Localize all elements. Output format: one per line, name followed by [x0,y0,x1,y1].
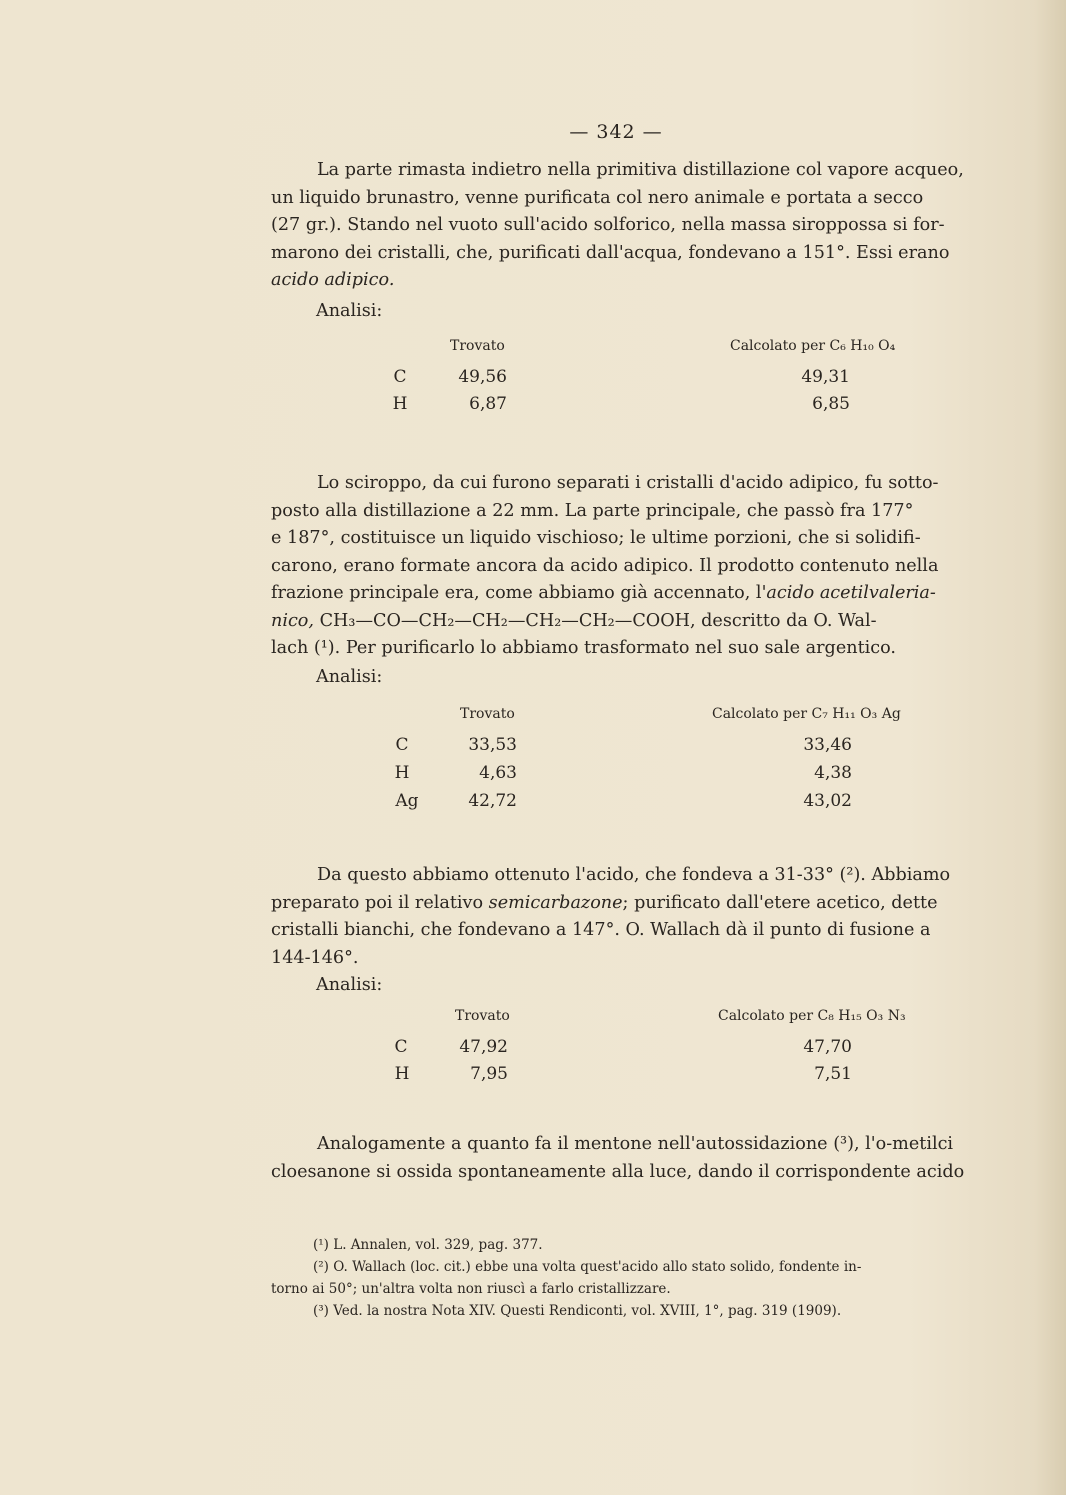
text-line: 144-146°. [271,947,359,968]
text-line: frazione principale era, come abbiamo già accennato, l'acido acetilvaleria- [271,583,936,603]
table-row: H 4,63 4,38 [394,763,852,783]
text-line: posto alla distillazione a 22 mm. La parte principale, che passò fra 177° [271,500,914,521]
text-line: La parte rimasta indietro nella primitiva distillazione col vapore acqueo, [317,160,964,180]
table-header-calc: Calcolato per C₈ H₁₅ O₃ N₃ [718,1008,906,1024]
table-header-calc: Calcolato per C₆ H₁₀ O₄ [730,338,896,354]
analisi-label-3: Analisi: [316,975,383,995]
text-line: cloesanone si ossida spontaneamente alla luce, dando il corrispondente acido [271,1161,965,1182]
text-line: e 187°, costituisce un liquido vischioso; le ultime porzioni, che si solidifi- [271,528,921,548]
footnote-1: (¹) L. Annalen, vol. 329, pag. 377. [313,1237,543,1253]
analisi-label-2: Analisi: [316,667,383,687]
footnotes [271,1234,977,1322]
text-line: (27 gr.). Stando nel vuoto sull'acido solforico, nella massa siroppossa si for- [271,215,945,235]
table-row: C 47,92 47,70 [394,1037,852,1057]
text-line: cristalli bianchi, che fondevano a 147°. O. Wallach dà il punto di fusione a [271,920,931,940]
text-line: Lo sciroppo, da cui furono separati i cristalli d'acido adipico, fu sotto- [317,473,939,493]
table-row: H 7,95 7,51 [394,1064,852,1084]
text-line: carono, erano formate ancora da acido adipico. Il prodotto contenuto nella [271,555,939,576]
paragraph-3 [271,862,975,972]
table-header-found: Trovato [460,706,515,722]
text-line: nico, CH₃—CO—CH₂—CH₂—CH₂—CH₂—COOH, descritto da O. Wal- [271,610,877,631]
footnote-2: (²) O. Wallach (loc. cit.) ebbe una volta quest'acido allo stato solido, fondente in- [313,1259,862,1275]
text-line: un liquido brunastro, venne purificata col nero animale e portata a secco [271,187,924,208]
table-row: Ag 42,72 43,02 [395,791,852,811]
text-line: lach (¹). Per purificarlo lo abbiamo trasformato nel suo sale argentico. [271,638,896,658]
table-header-calc: Calcolato per C₇ H₁₁ O₃ Ag [712,706,901,722]
table-row: H 6,87 6,85 [392,394,850,414]
analisi-label-1: Analisi: [316,301,383,321]
text-line: preparato poi il relativo semicarbazone; purificato dall'etere acetico, dette [271,892,938,913]
page-number: — 342 — [569,121,663,143]
paragraph-1 [271,157,975,295]
table-row: C 33,53 33,46 [395,735,852,755]
text-line: marono dei cristalli, che, purificati dall'acqua, fondevano a 151°. Essi erano [271,242,950,263]
text-line: Analogamente a quanto fa il mentone nell'autossidazione (³), l'o-metilci [317,1134,954,1154]
paragraph-2 [271,470,975,663]
text-line: Da questo abbiamo ottenuto l'acido, che fondeva a 31-33° (²). Abbiamo [317,865,951,885]
footnote-3: (³) Ved. la nostra Nota XIV. Questi Rendiconti, vol. XVIII, 1°, pag. 319 (1909). [313,1303,842,1319]
table-header-found: Trovato [455,1008,510,1024]
text-line: acido adipico. [271,270,395,290]
table-header-found: Trovato [450,338,505,354]
footnote-2-continued: torno ai 50°; un'altra volta non riuscì a farlo cristallizzare. [271,1281,671,1297]
paragraph-4 [271,1131,975,1186]
table-row: C 49,56 49,31 [393,367,850,387]
